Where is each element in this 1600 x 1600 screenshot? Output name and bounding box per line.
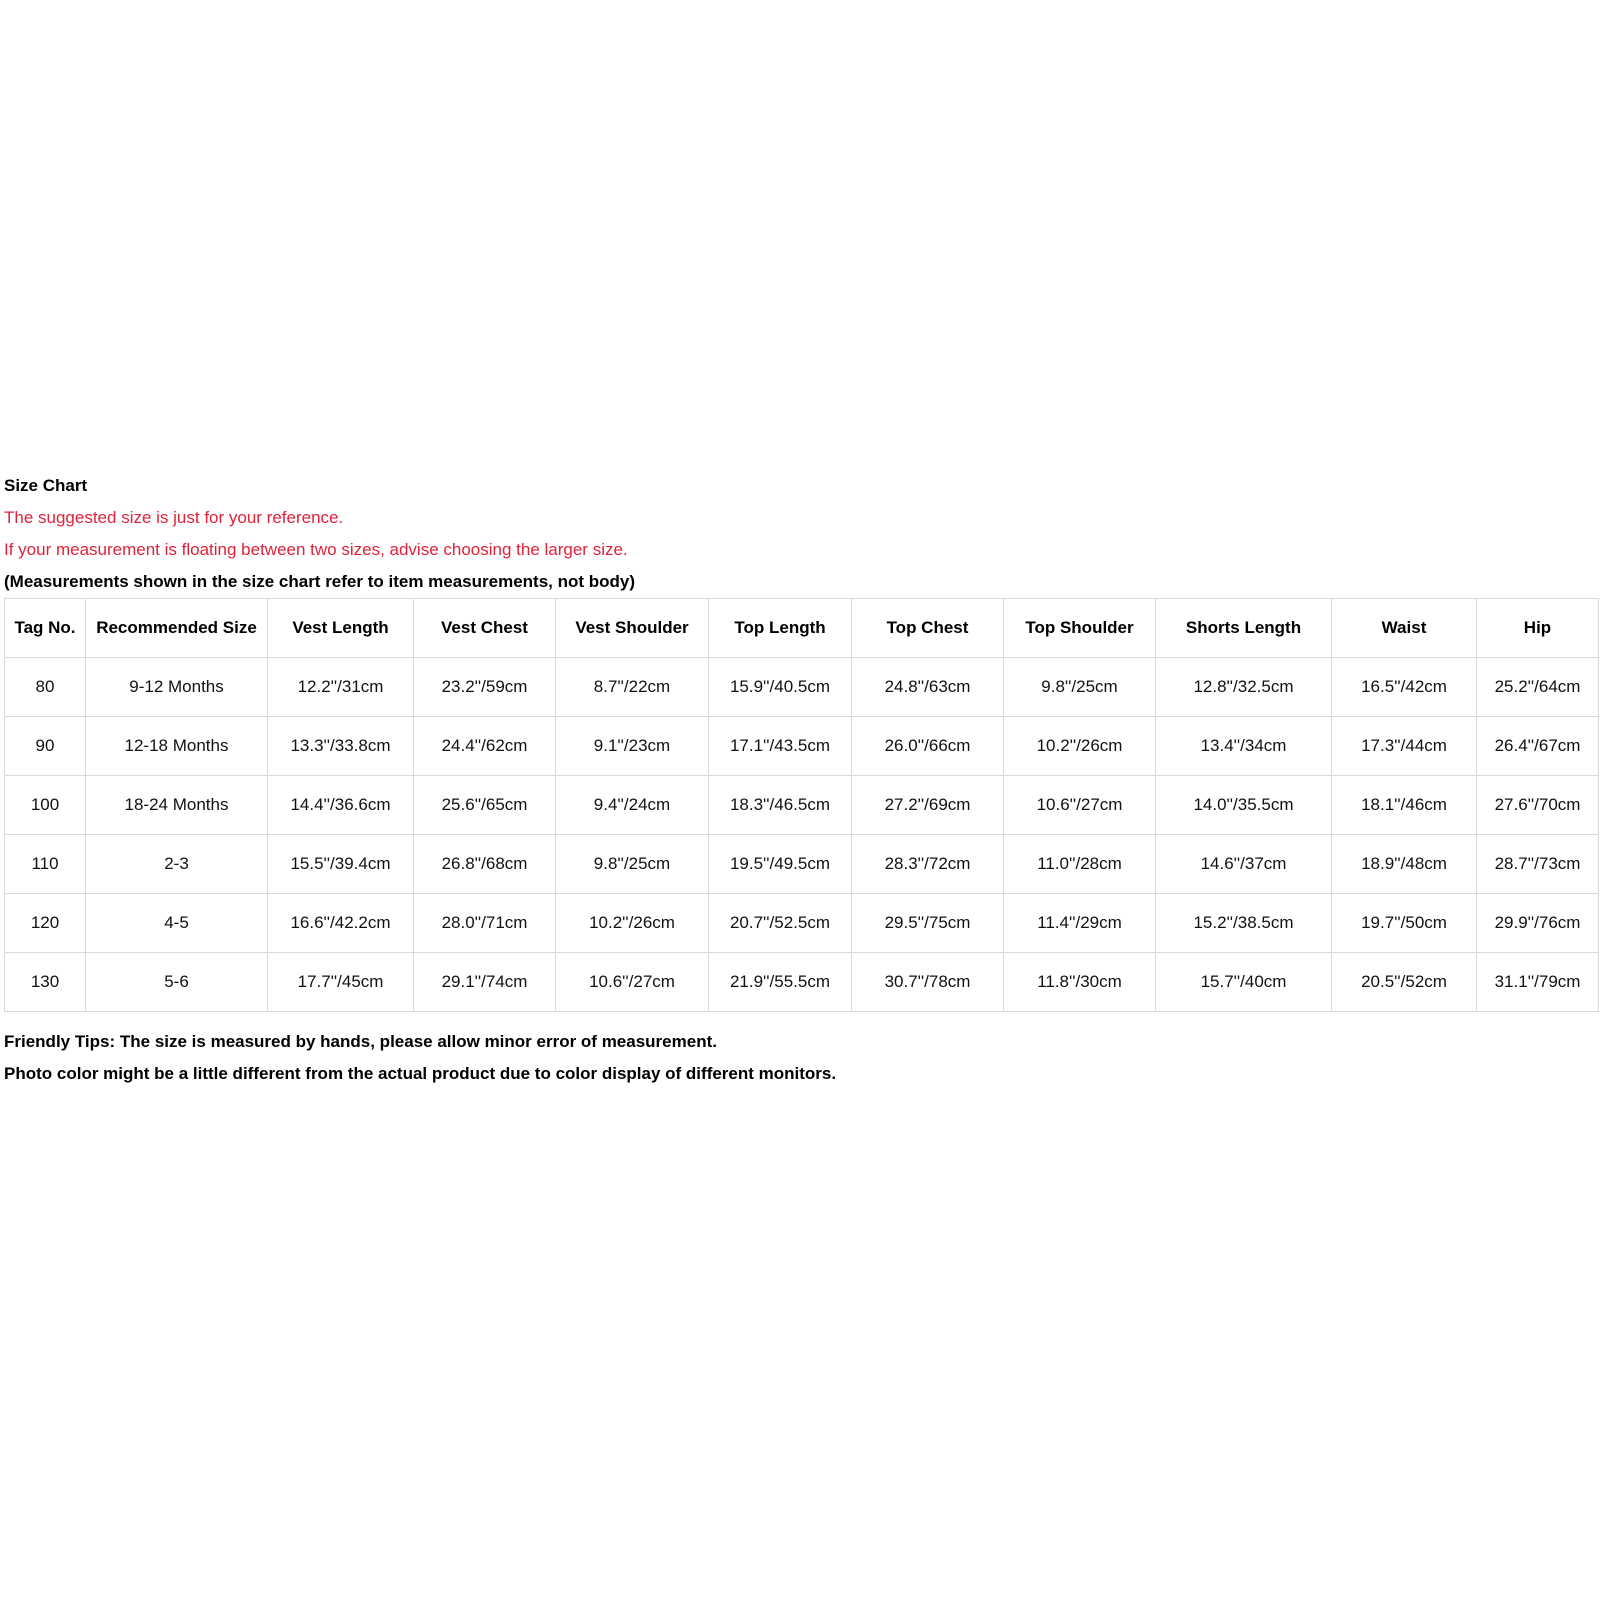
table-cell: 19.5''/49.5cm: [709, 835, 852, 894]
size-table: [4, 598, 1599, 1012]
table-row: [5, 953, 1599, 1012]
table-cell: 29.9''/76cm: [1477, 894, 1599, 953]
table-cell: 15.5''/39.4cm: [268, 835, 414, 894]
table-cell: 13.3''/33.8cm: [268, 717, 414, 776]
table-cell: 10.6''/27cm: [1004, 776, 1156, 835]
header-tag-no: Tag No.: [5, 599, 86, 658]
header-top-length: Top Length: [709, 599, 852, 658]
table-cell: 9-12 Months: [86, 658, 268, 717]
table-cell: 24.4''/62cm: [414, 717, 556, 776]
table-cell: 110: [5, 835, 86, 894]
table-cell: 17.3''/44cm: [1332, 717, 1477, 776]
table-cell: 28.7''/73cm: [1477, 835, 1599, 894]
table-cell: 10.2''/26cm: [1004, 717, 1156, 776]
table-cell: 15.2''/38.5cm: [1156, 894, 1332, 953]
table-cell: 100: [5, 776, 86, 835]
table-cell: 11.8''/30cm: [1004, 953, 1156, 1012]
table-cell: 19.7''/50cm: [1332, 894, 1477, 953]
table-cell: 25.6''/65cm: [414, 776, 556, 835]
table-row: [5, 776, 1599, 835]
table-cell: 18-24 Months: [86, 776, 268, 835]
table-row: [5, 658, 1599, 717]
table-cell: 17.1''/43.5cm: [709, 717, 852, 776]
table-row: [5, 835, 1599, 894]
table-cell: 30.7''/78cm: [852, 953, 1004, 1012]
table-cell: 29.5''/75cm: [852, 894, 1004, 953]
table-cell: 14.0''/35.5cm: [1156, 776, 1332, 835]
table-cell: 14.4''/36.6cm: [268, 776, 414, 835]
header-shorts-length: Shorts Length: [1156, 599, 1332, 658]
header-vest-shoulder: Vest Shoulder: [556, 599, 709, 658]
table-cell: 18.3''/46.5cm: [709, 776, 852, 835]
header-hip: Hip: [1477, 599, 1599, 658]
table-cell: 9.1''/23cm: [556, 717, 709, 776]
table-cell: 26.0''/66cm: [852, 717, 1004, 776]
table-cell: 18.1''/46cm: [1332, 776, 1477, 835]
color-disclaimer: Photo color might be a little different from the actual product due to color display of different monitors.: [4, 1064, 837, 1083]
table-cell: 15.9''/40.5cm: [709, 658, 852, 717]
table-cell: 28.0''/71cm: [414, 894, 556, 953]
table-cell: 9.8''/25cm: [556, 835, 709, 894]
table-cell: 10.2''/26cm: [556, 894, 709, 953]
table-header-row: [5, 599, 1599, 658]
table-cell: 15.7''/40cm: [1156, 953, 1332, 1012]
table-cell: 9.8''/25cm: [1004, 658, 1156, 717]
table-cell: 23.2''/59cm: [414, 658, 556, 717]
table-cell: 26.8''/68cm: [414, 835, 556, 894]
table-cell: 5-6: [86, 953, 268, 1012]
table-cell: 8.7''/22cm: [556, 658, 709, 717]
table-cell: 130: [5, 953, 86, 1012]
table-cell: 20.5''/52cm: [1332, 953, 1477, 1012]
table-cell: 10.6''/27cm: [556, 953, 709, 1012]
table-cell: 80: [5, 658, 86, 717]
table-cell: 27.6''/70cm: [1477, 776, 1599, 835]
header-top-chest: Top Chest: [852, 599, 1004, 658]
table-cell: 24.8''/63cm: [852, 658, 1004, 717]
header-waist: Waist: [1332, 599, 1477, 658]
table-cell: 16.5''/42cm: [1332, 658, 1477, 717]
table-cell: 18.9''/48cm: [1332, 835, 1477, 894]
header-recommended-size: Recommended Size: [86, 599, 268, 658]
table-cell: 11.4''/29cm: [1004, 894, 1156, 953]
header-vest-length: Vest Length: [268, 599, 414, 658]
friendly-tip: Friendly Tips: The size is measured by hands, please allow minor error of measurement.: [4, 1032, 717, 1051]
size-chart-title: Size Chart: [4, 476, 88, 495]
table-cell: 4-5: [86, 894, 268, 953]
reference-note: The suggested size is just for your reference.: [4, 508, 344, 527]
table-cell: 28.3''/72cm: [852, 835, 1004, 894]
table-row: [5, 717, 1599, 776]
table-cell: 2-3: [86, 835, 268, 894]
measurement-disclaimer: (Measurements shown in the size chart refer to item measurements, not body): [4, 572, 636, 591]
table-cell: 27.2''/69cm: [852, 776, 1004, 835]
table-cell: 21.9''/55.5cm: [709, 953, 852, 1012]
table-cell: 16.6''/42.2cm: [268, 894, 414, 953]
table-cell: 12-18 Months: [86, 717, 268, 776]
header-top-shoulder: Top Shoulder: [1004, 599, 1156, 658]
table-cell: 29.1''/74cm: [414, 953, 556, 1012]
header-vest-chest: Vest Chest: [414, 599, 556, 658]
table-body: [5, 658, 1599, 1012]
table-cell: 11.0''/28cm: [1004, 835, 1156, 894]
size-chart-document: [4, 470, 1598, 1090]
table-cell: 20.7''/52.5cm: [709, 894, 852, 953]
table-cell: 9.4''/24cm: [556, 776, 709, 835]
table-cell: 14.6''/37cm: [1156, 835, 1332, 894]
table-cell: 13.4''/34cm: [1156, 717, 1332, 776]
table-cell: 31.1''/79cm: [1477, 953, 1599, 1012]
table-cell: 17.7''/45cm: [268, 953, 414, 1012]
table-cell: 120: [5, 894, 86, 953]
table-cell: 26.4''/67cm: [1477, 717, 1599, 776]
table-cell: 12.8''/32.5cm: [1156, 658, 1332, 717]
table-cell: 12.2''/31cm: [268, 658, 414, 717]
table-cell: 25.2''/64cm: [1477, 658, 1599, 717]
table-cell: 90: [5, 717, 86, 776]
larger-size-advice: If your measurement is floating between two sizes, advise choosing the larger size.: [4, 540, 628, 559]
table-row: [5, 894, 1599, 953]
